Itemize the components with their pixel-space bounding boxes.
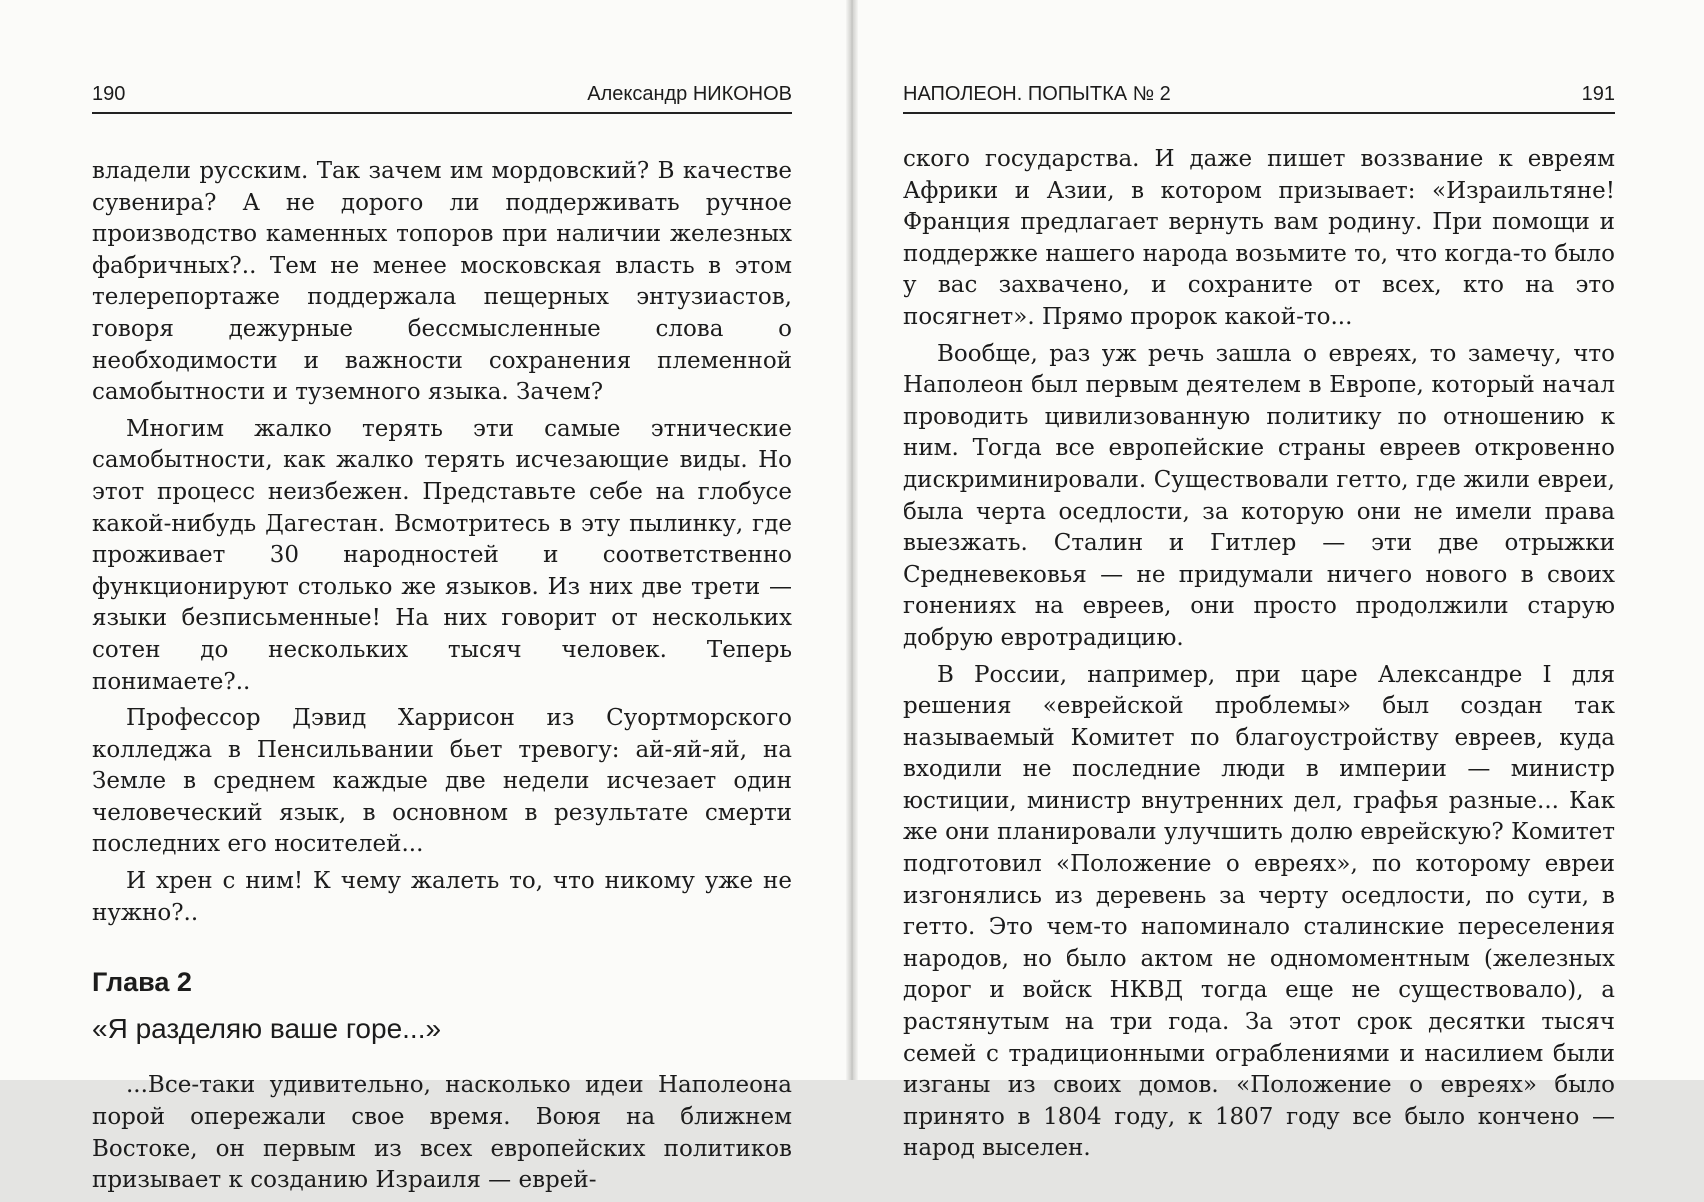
paragraph: ...Все-таки удивительно, насколько идеи Наполеона порой опережали свое время. Воюя на ближнем Востоке, он первым из всех европейских политиков призывает к созданию Израиля — еврей-	[92, 1072, 792, 1194]
paragraph: В России, например, при царе Александре I для решения «еврейской проблемы» был создан так называемый Комитет по благоустройству евреев, куда входили не последние люди в империи — министр юстиции, министр внутренних дел, графья разные... Как же они планировали улучшить долю еврейскую? Комитет подготовил «Положение о евреях», по которому евреи изгонялись из деревень за черту оседлости, по сути, в гетто. Это чем-то напоминало сталинские переселения народов, но было актом не одномоментным (железных дорог и войск НКВД тогда еще не существовало), а растянутым на три года. За этот срок десятки тысяч семей с традиционными ограблениями и насилием были изганы из своих домов. «Положение о евреях» было принято в 1804 году, к 1807 году все было кончено — народ выселен.	[903, 661, 1615, 1162]
book-gutter	[846, 0, 858, 1080]
running-head: НАПОЛЕОН. ПОПЫТКА № 2	[903, 83, 1171, 105]
left-page-header	[92, 78, 792, 114]
right-page	[856, 0, 1704, 1162]
right-page-text	[903, 144, 1615, 1170]
page-number: 190	[92, 83, 126, 105]
paragraph: Вообще, раз уж речь зашла о евреях, то замечу, что Наполеон был первым деятелем в Европе, который начал проводить цивилизованную политику по отношению к ним. Тогда все европейские страны евреев откровенно дискриминировали. Существовали гетто, где жили евреи, была черта оседлости, за которую они не имели права выезжать. Сталин и Гитлер — эти две отрыжки Средневековья — не придумали ничего нового в своих гонениях на евреев, они просто продолжили старую добрую евротрадицию.	[903, 340, 1615, 651]
running-head: Александр НИКОНОВ	[587, 83, 792, 105]
paragraph: Многим жалко терять эти самые этнические самобытности, как жалко терять исчезающие виды. Но этот процесс неизбежен. Представьте себе на глобусе какой-нибудь Дагестан. Всмотритесь в эту пылинку, где проживает 30 народностей и соответственно функционируют столько же языков. Из них две трети — языки безписьменные! На них говорит от нескольких сотен до нескольких тысяч человек. Теперь понимаете?..	[92, 415, 792, 695]
chapter-number: Глава 2	[92, 967, 192, 998]
chapter-title: «Я разделяю ваше горе...»	[92, 1012, 442, 1044]
left-page-text	[92, 156, 792, 1202]
left-page	[0, 0, 848, 1194]
paragraph: И хрен с ним! К чему жалеть то, что никому уже не нужно?..	[92, 868, 792, 926]
paragraph: ского государства. И даже пишет воззвание к евреям Африки и Азии, в котором призывает: «Израильтяне! Франция предлагает вернуть вам родину. При помощи и поддержке нашего народа возьмите то, что когда-то было у вас захвачено, и сохраните от всех, кто на это посягнет». Прямо пророк какой-то...	[903, 146, 1615, 330]
paragraph: владели русским. Так зачем им мордовский? В качестве сувенира? А не дорого ли поддерживать ручное производство каменных топоров при наличии железных фабричных?.. Тем не менее московская власть в этом телерепортаже поддержала пещерных энтузиастов, говоря дежурные бессмысленные слова о необходимости и важности сохранения племенной самобытности и туземного языка. Зачем?	[92, 158, 792, 406]
paragraph: Профессор Дэвид Харрисон из Суортморского колледжа в Пенсильвании бьет тревогу: ай-яй-яй, на Земле в среднем каждые две недели исчезает один человеческий язык, в основном в результате смерти последних его носителей...	[92, 705, 792, 858]
page-number: 191	[1581, 83, 1615, 105]
right-page-header	[903, 78, 1615, 114]
